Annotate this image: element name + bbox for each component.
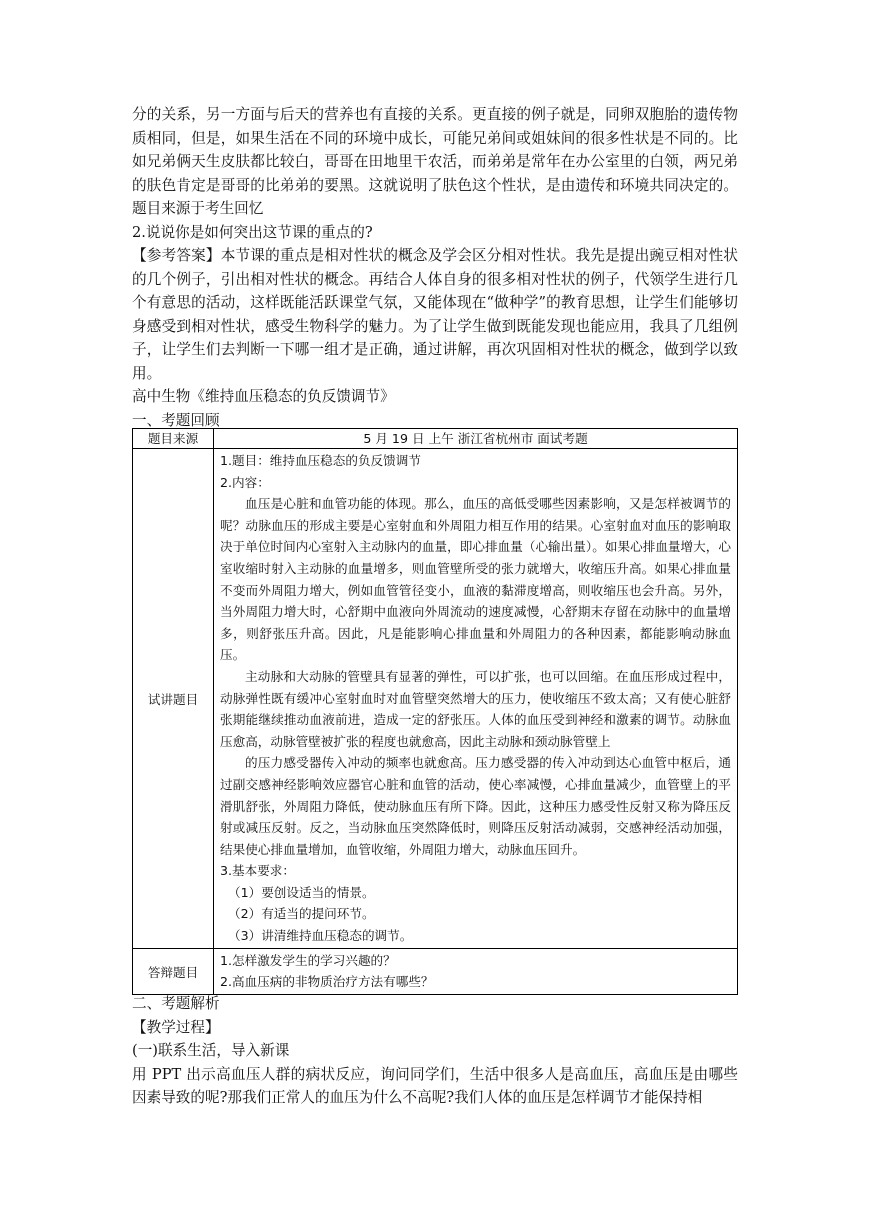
exam-table xyxy=(132,428,738,995)
content-paragraph-1: 血压是心脏和血管功能的体现。那么，血压的高低受哪些因素影响，又是怎样被调节的呢？动脉血压的形成主要是心室射血和外周阻力相互作用的结果。心室射血对血压的影响取决于单位时间内心室射入主动脉内的血量，即心排血量（心输出量）。如果心排血量增大，心室收缩时射入主动脉的血量增多，则血管壁所受的张力就增大，收缩压升高。如果心排血量不变而外周阻力增大，例如血管管径变小，血液的黏滞度增高，则收缩压也会升高。另外，当外周阻力增大时，心舒期中血液向外周流动的速度减慢，心舒期末存留在动脉中的血量增多，则舒张压升高。因此，凡是能影响心排血量和外周阻力的各种因素，都能影响动脉血压。 xyxy=(220,496,731,663)
lesson-title: 高中生物《维持血压稳态的负反馈调节》 xyxy=(132,388,395,405)
source-value: 5 月 19 日 上午 浙江省杭州市 面试考题 xyxy=(214,429,738,449)
lecture-content xyxy=(214,449,738,949)
requirements-label: 3.基本要求： xyxy=(220,863,295,879)
content-paragraph-2: 主动脉和大动脉的管壁具有显著的弹性，可以扩张，也可以回缩。在血压形成过程中，动脉弹性既有缓冲心室射血时对血管壁突然增大的压力，使收缩压不致太高；又有使心脏舒张期能继续推动血液前进，造成一定的舒张压。人体的血压受到神经和激素的调节。动脉血压愈高，动脉管壁被扩张的程度也就愈高，因此主动脉和颈动脉管壁上 xyxy=(220,668,731,749)
content-label: 2.内容： xyxy=(220,474,270,490)
paragraph-twin-example: 分的关系，另一方面与后天的营养也有直接的关系。更直接的例子就是，同卵双胞胎的遗传物质相同，但是，如果生活在不同的环境中成长，可能兄弟间或姐妹间的很多性状是不同的。比如兄弟俩天生皮肤都比较白，哥哥在田地里干农活，而弟弟是常年在办公室里的白领，两兄弟的肤色肯定是哥哥的比弟弟的要黑。这就说明了肤色这个性状，是由遗传和环境共同决定的。题目来源于考生回忆 xyxy=(132,106,738,217)
lecture-title: 1.题目：维持血压稳态的负反馈调节 xyxy=(220,453,421,468)
table-row-defense xyxy=(133,948,738,994)
requirement-2: （2）有适当的提问环节。 xyxy=(228,906,375,922)
table-row-source xyxy=(133,429,738,449)
defense-question-2: 2.高血压病的非物质治疗方法有哪些？ xyxy=(220,974,434,990)
source-label: 题目来源 xyxy=(133,429,214,449)
intro-paragraph: 用 PPT 出示高血压人群的病状反应，询问同学们，生活中很多人是高血压，高血压是由哪些因素导致的呢?那我们正常人的血压为什么不高呢?我们人体的血压是怎样调节才能保持相 xyxy=(132,1065,738,1106)
bottom-text-block xyxy=(132,992,738,1110)
defense-content xyxy=(214,948,738,994)
defense-question-1: 1.怎样激发学生的学习兴趣的？ xyxy=(220,952,396,968)
content-paragraph-3: 的压力感受器传入冲动的频率也就愈高。压力感受器的传入冲动到达心血管中枢后，通过副交感神经影响效应器官心脏和血管的活动，使心率减慢，心排血量减少，血管壁上的平滑肌舒张，外周阻力降低，使动脉血压有所下降。因此，这种压力感受性反射又称为降压反射或减压反射。反之，当动脉血压突然降低时，则降压反射活动减弱，交感神经活动加强，结果使心排血量增加，血管收缩，外周阻力增大，动脉血压回升。 xyxy=(220,755,731,857)
question-2: 2.说说你是如何突出这节课的重点的? xyxy=(132,223,373,241)
lecture-label: 试讲题目 xyxy=(133,449,214,949)
reference-answer: 【参考答案】本节课的重点是相对性状的概念及学会区分相对性状。我先是提出豌豆相对性状的几个例子，引出相对性状的概念。再结合人体自身的很多相对性状的例子，代领学生进行几个有意思的活动，这样既能活跃课堂气氛，又能体现在“做种学”的教育思想，让学生们能够切身感受到相对性状，感受生物科学的魅力。为了让学生做到既能发现也能应用，我具了几组例子，让学生们去判断一下哪一组才是正确，通过讲解，再次巩固相对性状的概念，做到学以致用。 xyxy=(132,247,738,382)
defense-label: 答辩题目 xyxy=(133,948,214,994)
requirement-3: （3）讲清维持血压稳态的调节。 xyxy=(228,928,413,944)
top-text-block xyxy=(132,103,738,432)
table-row-lecture xyxy=(133,449,738,949)
section-2-heading: 二、考题解析 xyxy=(132,995,220,1012)
requirement-1: （1）要创设适当的情景。 xyxy=(228,884,375,900)
step-1-heading: (一)联系生活，导入新课 xyxy=(132,1042,290,1059)
section-1-heading: 一、考题回顾 xyxy=(132,411,220,429)
teaching-process-heading: 【教学过程】 xyxy=(132,1018,220,1036)
